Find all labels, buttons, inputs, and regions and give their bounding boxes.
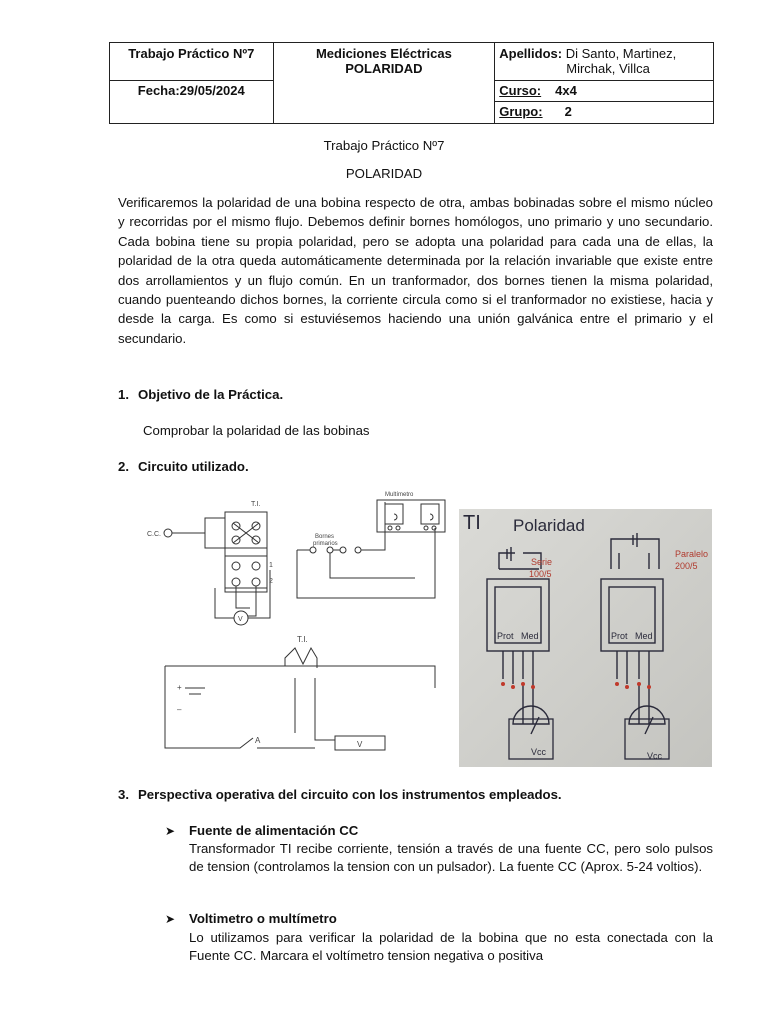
objective-text: Comprobar la polaridad de las bobinas <box>143 423 370 438</box>
lower-circuit <box>165 666 435 748</box>
header-date-cell: Fecha:29/05/2024 <box>110 81 274 124</box>
photo-prot-left: Prot <box>497 631 514 641</box>
photo-serie-label: Serie <box>531 557 553 567</box>
photo-vcc-right: Vcc <box>647 751 663 761</box>
header-apellidos-cell: Apellidos: Di Santo, Martinez, Mirchak, Villca <box>495 43 714 81</box>
header-title-cell: Trabajo Práctico Nº7 <box>110 43 274 81</box>
photo-ti-label: TI <box>463 512 481 534</box>
ti-label-lower: T.I. <box>297 635 308 644</box>
document-title: Trabajo Práctico Nº7 <box>323 138 445 153</box>
header-table <box>109 42 714 124</box>
intro-paragraph: Verificaremos la polaridad de una bobina respecto de otra, ambas bobinadas sobre el mismo núcleo y recorridas por el mismo flujo. Debemos definir bornes homólogos, uno primario y uno secundario. Cada bobina tiene su propia polaridad, pero se adopta una polaridad para cada una de ellas, la polaridad de la otra queda automáticamente determinada por la relación invariable que existe entre dos arrollamientos y un flujo común. En un tranformador, dos bornes tienen la misma polaridad, cuando puenteando dichos bornes, la corriente circula como si el tranformador no existiese, hacia y desde la carga. Es como si estuviésemos haciendo una unión galvánica entre el primario y el secundario. <box>118 195 713 346</box>
multimetro-label: Multímetro <box>385 492 414 498</box>
plus-label: + <box>177 683 182 692</box>
document-subtitle: POLARIDAD <box>345 166 423 181</box>
photo-vcc-left: Vcc <box>531 747 547 757</box>
photo-polaridad-label: Polaridad <box>513 516 585 535</box>
item-1-heading: ➤ Fuente de alimentación CC <box>165 823 359 838</box>
photo-med-left: Med <box>521 631 539 641</box>
header-subject-cell: Mediciones Eléctricas POLARIDAD <box>273 43 495 124</box>
voltmeter-v-label-lower: V <box>357 740 363 749</box>
photo-prot-right: Prot <box>611 631 628 641</box>
section-2-heading: 2. Circuito utilizado. <box>118 459 249 474</box>
minus-label: – <box>177 705 182 714</box>
multimeter-box <box>377 500 445 532</box>
section-3-heading: 3. Perspectiva operativa del circuito con los instrumentos empleados. <box>118 787 562 802</box>
photo-paralelo-label: Paralelo <box>675 549 709 559</box>
photo-med-right: Med <box>635 631 653 641</box>
photo-serie-ratio: 100/5 <box>529 569 552 579</box>
item-1-text: Transformador TI recibe corriente, tensión a través de una fuente CC, pero solo pulsos de tension (controlamos la tension con un pulsador). La fuente CC (Aprox. 5-24 voltios). <box>189 841 713 874</box>
photo-paralelo-ratio: 200/5 <box>675 561 698 571</box>
ti-box <box>225 512 267 588</box>
ti-label: T.I. <box>251 501 261 508</box>
voltmeter-v-label: V <box>238 616 243 623</box>
cc-label: C.C. <box>147 531 161 538</box>
item-2-text: Lo utilizamos para verificar la polaridad de la bobina que no esta conectada con la Fuente CC. Marcara el voltímetro tension negativa o positiva <box>189 930 713 963</box>
bornes-label: Bornes <box>315 534 335 540</box>
cc-source-symbol <box>164 529 172 537</box>
section-1-heading: 1. Objetivo de la Práctica. <box>118 387 284 402</box>
terminal-2-label: 2 <box>269 578 273 585</box>
arrow-bullet-icon: ➤ <box>165 912 176 926</box>
circuit-diagram <box>145 488 455 778</box>
header-curso-grupo-cell: Curso: 4x4 Grupo: 2 <box>495 81 714 124</box>
a-label: A <box>255 736 261 745</box>
terminal-1-label: 1 <box>269 562 273 569</box>
whiteboard-photo <box>459 509 712 767</box>
item-2-heading: ➤ Voltimetro o multímetro <box>165 911 337 926</box>
arrow-bullet-icon: ➤ <box>165 824 176 838</box>
primarios-label: primarios <box>313 541 338 547</box>
